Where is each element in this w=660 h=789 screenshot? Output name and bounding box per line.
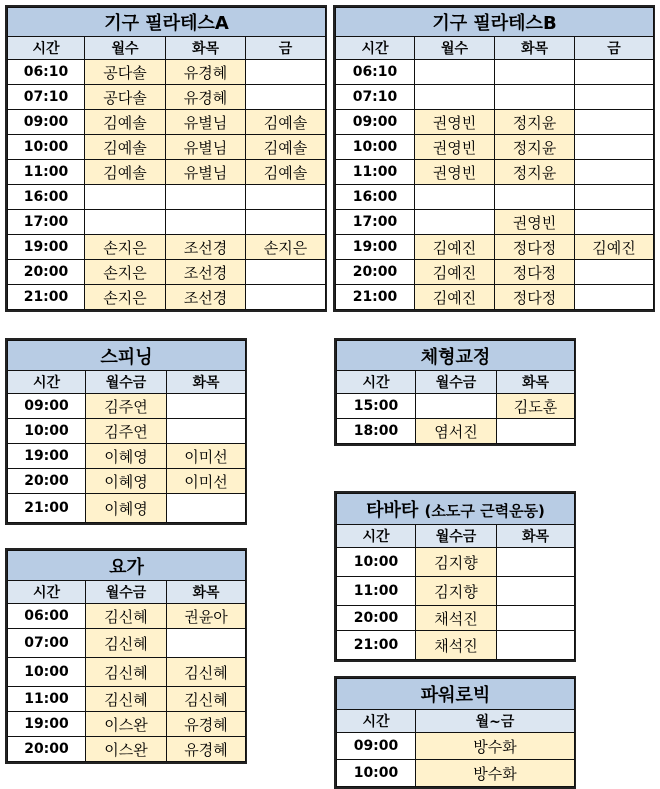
table-row	[8, 469, 246, 494]
time-cell: 21:00	[8, 285, 85, 310]
time-cell: 09:00	[8, 110, 85, 135]
table-row	[8, 210, 326, 235]
instructor-cell: 김예솔	[246, 135, 326, 160]
table-row	[336, 60, 654, 85]
table-title-text: 기구 필라테스A	[104, 13, 229, 34]
instructor-cell: 방수화	[416, 733, 575, 760]
table-title	[337, 679, 575, 710]
time-cell: 17:00	[336, 210, 415, 235]
schedule-grid	[7, 340, 246, 523]
empty-cell	[575, 285, 654, 310]
empty-cell	[497, 548, 575, 577]
table-row	[337, 577, 575, 606]
table-row	[337, 760, 575, 787]
table-title-text: 스피닝	[100, 346, 153, 368]
time-cell: 20:00	[8, 260, 85, 285]
column-header: 화목	[495, 37, 575, 60]
empty-cell	[575, 185, 654, 210]
table-row	[336, 185, 654, 210]
empty-cell	[575, 60, 654, 85]
instructor-cell: 정다정	[495, 260, 575, 285]
time-cell: 07:10	[336, 85, 415, 110]
table-row	[8, 160, 326, 185]
empty-cell	[495, 60, 575, 85]
empty-cell	[246, 210, 326, 235]
table-pilates-a	[5, 5, 327, 312]
instructor-cell: 정다정	[495, 285, 575, 310]
column-header: 월수	[85, 37, 166, 60]
empty-cell	[497, 577, 575, 606]
table-title-row	[336, 8, 654, 37]
empty-cell	[575, 135, 654, 160]
table-row	[337, 733, 575, 760]
column-header: 화목	[166, 37, 246, 60]
column-header: 월수금	[416, 525, 497, 548]
time-cell: 06:10	[8, 60, 85, 85]
empty-cell	[415, 60, 495, 85]
table-row	[8, 135, 326, 160]
table-header-row	[8, 581, 246, 604]
table-row	[336, 160, 654, 185]
table-row	[336, 85, 654, 110]
table-title	[337, 341, 575, 371]
time-cell: 09:00	[337, 733, 416, 760]
table-row	[337, 548, 575, 577]
instructor-cell: 이미선	[167, 444, 246, 469]
table-title-text: 파워로빅	[420, 685, 491, 706]
time-cell: 11:00	[8, 687, 86, 712]
empty-cell	[497, 631, 575, 660]
schedule-grid	[336, 493, 575, 660]
table-title-text: 기구 필라테스B	[432, 13, 557, 34]
instructor-cell: 유경혜	[166, 60, 246, 85]
table-row	[8, 394, 246, 419]
instructor-cell: 김예솔	[85, 160, 166, 185]
table-header-row	[336, 37, 654, 60]
instructor-cell: 손지은	[85, 235, 166, 260]
instructor-cell: 유별님	[166, 135, 246, 160]
instructor-cell: 권영빈	[415, 135, 495, 160]
empty-cell	[575, 160, 654, 185]
table-row	[336, 285, 654, 310]
table-row	[337, 631, 575, 660]
column-header: 시간	[8, 371, 86, 394]
instructor-cell: 손지은	[85, 285, 166, 310]
column-header: 금	[246, 37, 326, 60]
schedule-grid	[7, 550, 246, 762]
empty-cell	[246, 185, 326, 210]
instructor-cell: 손지은	[246, 235, 326, 260]
column-header: 금	[575, 37, 654, 60]
instructor-cell: 김신혜	[167, 658, 246, 687]
column-header: 화목	[497, 371, 575, 394]
column-header: 시간	[8, 581, 86, 604]
instructor-cell: 권영빈	[495, 210, 575, 235]
instructor-cell: 김신혜	[167, 687, 246, 712]
instructor-cell: 방수화	[416, 760, 575, 787]
empty-cell	[166, 210, 246, 235]
instructor-cell: 이스완	[86, 737, 167, 762]
table-title-text: 체형교정	[420, 346, 491, 368]
empty-cell	[246, 285, 326, 310]
empty-cell	[246, 260, 326, 285]
instructor-cell: 이미선	[167, 469, 246, 494]
table-row	[8, 687, 246, 712]
empty-cell	[246, 60, 326, 85]
table-row	[336, 135, 654, 160]
instructor-cell: 조선경	[166, 235, 246, 260]
column-header: 시간	[337, 525, 416, 548]
empty-cell	[85, 210, 166, 235]
time-cell: 11:00	[8, 160, 85, 185]
empty-cell	[85, 185, 166, 210]
table-pilates-b	[333, 5, 655, 312]
empty-cell	[575, 210, 654, 235]
instructor-cell: 유경혜	[166, 85, 246, 110]
table-header-row	[8, 37, 326, 60]
column-header: 시간	[8, 37, 85, 60]
time-cell: 20:00	[337, 606, 416, 631]
table-title-row	[337, 494, 575, 525]
time-cell: 21:00	[337, 631, 416, 660]
empty-cell	[166, 185, 246, 210]
instructor-cell: 김예솔	[85, 110, 166, 135]
column-header: 월수금	[86, 371, 167, 394]
instructor-cell: 채석진	[416, 606, 497, 631]
empty-cell	[497, 419, 575, 444]
empty-cell	[495, 85, 575, 110]
empty-cell	[167, 394, 246, 419]
time-cell: 10:00	[336, 135, 415, 160]
table-row	[8, 85, 326, 110]
table-title-row	[8, 8, 326, 37]
table-row	[336, 110, 654, 135]
instructor-cell: 정지윤	[495, 135, 575, 160]
table-row	[8, 712, 246, 737]
table-title	[8, 341, 246, 371]
empty-cell	[415, 210, 495, 235]
instructor-cell: 이혜영	[86, 444, 167, 469]
time-cell: 09:00	[8, 394, 86, 419]
time-cell: 07:00	[8, 629, 86, 658]
column-header: 월수	[415, 37, 495, 60]
instructor-cell: 김도훈	[497, 394, 575, 419]
instructor-cell: 유경혜	[167, 712, 246, 737]
table-row	[8, 235, 326, 260]
instructor-cell: 공다솔	[85, 85, 166, 110]
time-cell: 20:00	[8, 737, 86, 762]
column-header: 시간	[336, 37, 415, 60]
instructor-cell: 유별님	[166, 110, 246, 135]
column-header: 화목	[497, 525, 575, 548]
instructor-cell: 김주연	[86, 394, 167, 419]
table-header-row	[337, 371, 575, 394]
instructor-cell: 손지은	[85, 260, 166, 285]
time-cell: 07:10	[8, 85, 85, 110]
time-cell: 09:00	[336, 110, 415, 135]
time-cell: 19:00	[336, 235, 415, 260]
table-row	[8, 260, 326, 285]
time-cell: 10:00	[8, 419, 86, 444]
instructor-cell: 권영빈	[415, 160, 495, 185]
table-row	[337, 394, 575, 419]
instructor-cell: 김예진	[415, 260, 495, 285]
instructor-cell: 조선경	[166, 260, 246, 285]
time-cell: 19:00	[8, 235, 85, 260]
table-title-row	[8, 341, 246, 371]
table-yoga	[5, 548, 247, 764]
empty-cell	[167, 494, 246, 523]
instructor-cell: 조선경	[166, 285, 246, 310]
time-cell: 11:00	[337, 577, 416, 606]
empty-cell	[497, 606, 575, 631]
time-cell: 20:00	[8, 469, 86, 494]
table-row	[8, 604, 246, 629]
column-header: 월~금	[416, 710, 575, 733]
column-header: 월수금	[86, 581, 167, 604]
instructor-cell: 권영빈	[415, 110, 495, 135]
instructor-cell: 김예진	[415, 285, 495, 310]
table-spinning	[5, 338, 247, 525]
table-title-text: 요가	[109, 556, 144, 578]
column-header: 화목	[167, 371, 246, 394]
time-cell: 19:00	[8, 712, 86, 737]
schedule-grid	[336, 340, 575, 444]
instructor-cell: 김주연	[86, 419, 167, 444]
table-powerrobic	[334, 676, 576, 789]
instructor-cell: 김예진	[575, 235, 654, 260]
table-row	[8, 419, 246, 444]
instructor-cell: 김지향	[416, 577, 497, 606]
instructor-cell: 채석진	[416, 631, 497, 660]
empty-cell	[415, 185, 495, 210]
table-row	[8, 658, 246, 687]
schedule-grid	[335, 7, 654, 310]
instructor-cell: 김신혜	[86, 629, 167, 658]
instructor-cell: 이혜영	[86, 469, 167, 494]
time-cell: 19:00	[8, 444, 86, 469]
instructor-cell: 유별님	[166, 160, 246, 185]
column-header: 화목	[167, 581, 246, 604]
time-cell: 06:00	[8, 604, 86, 629]
empty-cell	[246, 85, 326, 110]
time-cell: 10:00	[8, 135, 85, 160]
instructor-cell: 김예진	[415, 235, 495, 260]
table-row	[8, 444, 246, 469]
schedule-grid	[7, 7, 326, 310]
time-cell: 10:00	[8, 658, 86, 687]
time-cell: 06:10	[336, 60, 415, 85]
column-header: 월수금	[416, 371, 497, 394]
column-header: 시간	[337, 371, 416, 394]
table-row	[336, 260, 654, 285]
time-cell: 17:00	[8, 210, 85, 235]
time-cell: 18:00	[337, 419, 416, 444]
table-title-row	[8, 551, 246, 581]
instructor-cell: 김신혜	[86, 658, 167, 687]
instructor-cell: 이혜영	[86, 494, 167, 523]
table-row	[8, 60, 326, 85]
time-cell: 20:00	[336, 260, 415, 285]
table-title	[8, 8, 326, 37]
table-subtitle: (소도구 근력운동)	[424, 502, 545, 520]
table-row	[336, 235, 654, 260]
table-title	[8, 551, 246, 581]
table-row	[337, 419, 575, 444]
instructor-cell: 김예솔	[246, 110, 326, 135]
time-cell: 10:00	[337, 760, 416, 787]
table-title-row	[337, 679, 575, 710]
table-row	[8, 737, 246, 762]
schedule-grid	[336, 678, 575, 787]
table-row	[337, 606, 575, 631]
instructor-cell: 김신혜	[86, 687, 167, 712]
table-header-row	[337, 525, 575, 548]
table-title-row	[337, 341, 575, 371]
empty-cell	[495, 185, 575, 210]
column-header: 시간	[337, 710, 416, 733]
empty-cell	[575, 260, 654, 285]
instructor-cell: 염서진	[416, 419, 497, 444]
time-cell: 16:00	[336, 185, 415, 210]
time-cell: 11:00	[336, 160, 415, 185]
table-header-row	[8, 371, 246, 394]
time-cell: 21:00	[8, 494, 86, 523]
table-row	[8, 185, 326, 210]
empty-cell	[575, 85, 654, 110]
instructor-cell: 김예솔	[85, 135, 166, 160]
empty-cell	[575, 110, 654, 135]
table-title-text: 타바타	[366, 500, 419, 521]
time-cell: 10:00	[337, 548, 416, 577]
empty-cell	[415, 85, 495, 110]
instructor-cell: 권윤아	[167, 604, 246, 629]
time-cell: 21:00	[336, 285, 415, 310]
table-row	[8, 110, 326, 135]
instructor-cell: 정다정	[495, 235, 575, 260]
empty-cell	[416, 394, 497, 419]
table-row	[8, 285, 326, 310]
table-title	[337, 494, 575, 525]
empty-cell	[167, 419, 246, 444]
instructor-cell: 이스완	[86, 712, 167, 737]
instructor-cell: 정지윤	[495, 160, 575, 185]
instructor-cell: 김신혜	[86, 604, 167, 629]
time-cell: 16:00	[8, 185, 85, 210]
table-row	[8, 629, 246, 658]
instructor-cell: 정지윤	[495, 110, 575, 135]
table-row	[8, 494, 246, 523]
instructor-cell: 유경혜	[167, 737, 246, 762]
table-header-row	[337, 710, 575, 733]
instructor-cell: 김지향	[416, 548, 497, 577]
table-posture	[334, 338, 576, 446]
instructor-cell: 김예솔	[246, 160, 326, 185]
table-row	[336, 210, 654, 235]
instructor-cell: 공다솔	[85, 60, 166, 85]
table-tabata	[334, 491, 576, 662]
time-cell: 15:00	[337, 394, 416, 419]
empty-cell	[167, 629, 246, 658]
table-title	[336, 8, 654, 37]
